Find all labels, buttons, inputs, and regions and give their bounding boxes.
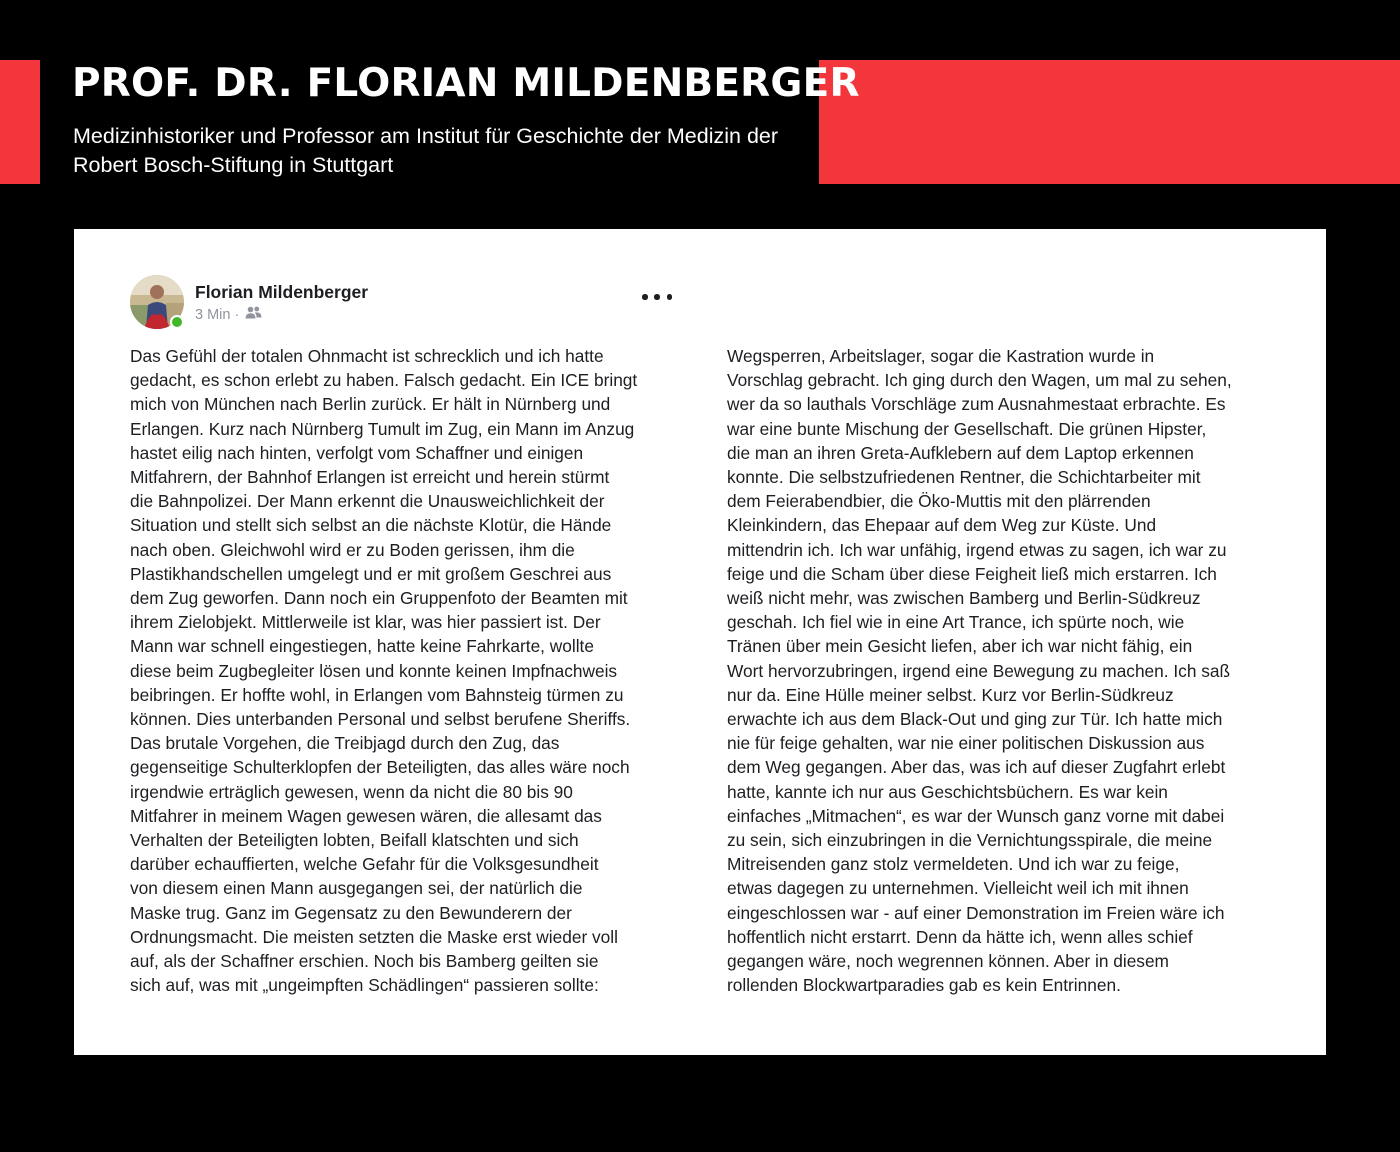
post-text-right-column: Wegsperren, Arbeitslager, sogar die Kastration wurde in Vorschlag gebracht. Ich ging durch den Wagen, um mal zu sehen, wer da so lauthals Vorschläge zum Ausnahmestaat erbrachte. Es war eine bunte Mischung der Gesellschaft. Die grünen Hipster, die man an ihren Greta-Aufklebern auf dem Laptop erkennen konnte. Die selbstzufriedenen Rentner, die Schichtarbeiter mit dem Feierabendbier, die Öko-Muttis mit den plärrenden Kleinkindern, das Ehepaar auf dem Weg zur Küste. Und mittendrin ich. Ich war unfähig, irgend etwas zu sagen, ich war zu feige und die Scham über diese Feigheit ließ mich erstarren. Ich weiß nicht mehr, was zwischen Bamberg und Berlin-Südkreuz geschah. Ich fiel wie in eine Art Trance, ich spürte noch, wie Tränen über mein Gesicht liefen, aber ich war nicht fähig, ein Wort hervorzubringen, irgend eine Bewegung zu machen. Ich saß nur da. Eine Hülle meiner selbst. Kurz vor Berlin-Südkreuz erwachte ich aus dem Black-Out und ging zur Tür. Ich hatte mich nie für feige gehalten, war nie einer politischen Diskussion aus dem Weg gegangen. Aber das, was ich auf dieser Zugfahrt erlebt hatte, kannte ich nur aus Geschichtsbüchern. Es war kein einfaches „Mitmachen“, es war der Wunsch ganz vorne mit dabei zu sein, sich einzubringen in die Vernichtungsspirale, die meine Mitreisenden ganz stolz vermeldeten. Und ich war zu feige, etwas dagegen zu unternehmen. Vielleicht weil ich mit ihnen eingeschlossen war - auf einer Demonstration im Freien wäre ich hoffentlich nicht erstarrt. Denn da hätte ich, wenn alles schief gegangen wäre, noch wegrennen können. Aber in diesem rollenden Blockwartparadies gab es kein Entrinnen.	[727, 346, 1232, 996]
friends-icon[interactable]	[245, 306, 262, 323]
post-meta	[195, 306, 262, 323]
online-status-dot	[170, 315, 184, 329]
red-accent-bar-left	[0, 60, 40, 184]
page-title: PROF. DR. FLORIAN MILDENBERGER	[72, 61, 860, 106]
red-accent-bar-right	[819, 60, 1400, 184]
post-timestamp[interactable]: 3 Min	[195, 306, 231, 323]
page-subtitle: Medizinhistoriker und Professor am Institut für Geschichte der Medizin der Robert Bosch-Stiftung in Stuttgart	[73, 124, 779, 177]
more-options-button[interactable]	[642, 287, 672, 307]
meta-separator: ·	[234, 306, 240, 323]
post-card	[74, 229, 1326, 1055]
avatar[interactable]	[130, 275, 184, 329]
author-name[interactable]: Florian Mildenberger	[195, 282, 369, 302]
more-options-icon	[642, 294, 648, 300]
post-text-left-column: Das Gefühl der totalen Ohnmacht ist schrecklich und ich hatte gedacht, es schon erlebt zu haben. Falsch gedacht. Ein ICE bringt mich von München nach Berlin zurück. Er hält in Nürnberg und Erlangen. Kurz nach Nürnberg Tumult im Zug, ein Mann im Anzug hastet eilig nach hinten, verfolgt vom Schaffner und einigen Mitfahrern, der Bahnhof Erlangen ist erreicht und herein stürmt die Bahnpolizei. Der Mann erkennt die Unausweichlichkeit der Situation und stellt sich selbst an die nächste Klotür, die Hände nach oben. Gleichwohl wird er zu Boden gerissen, ihm die Plastikhandschellen umgelegt und er mit großem Geschrei aus dem Zug geworfen. Dann noch ein Gruppenfoto der Beamten mit ihrem Zielobjekt. Mittlerweile ist klar, was hier passiert ist. Der Mann war schnell eingestiegen, hatte keine Fahrkarte, wollte diese beim Zugbegleiter lösen und konnte keinen Impfnachweis beibringen. Er hoffte wohl, in Erlangen vom Bahnsteig türmen zu können. Dies unterbanden Personal und selbst berufene Sheriffs. Das brutale Vorgehen, die Treibjagd durch den Zug, das gegenseitige Schulterklopfen der Beteiligten, das alles wäre noch irgendwie erträglich gewesen, wenn da nicht die 80 bis 90 Mitfahrer in meinem Wagen gewesen wären, die allesamt das Verhalten der Beteiligten lobten, Beifall klatschten und sich darüber echauffierten, welche Gefahr für die Volksgesundheit von diesem einen Mann ausgegangen sei, der natürlich die Maske trug. Ganz im Gegensatz zu den Bewunderern der Ordnungsmacht. Die meisten setzten die Maske erst wieder voll auf, als der Schaffner erschien. Noch bis Bamberg geilten sie sich auf, was mit „ungeimpften Schädlingen“ passieren sollte:	[130, 346, 638, 996]
